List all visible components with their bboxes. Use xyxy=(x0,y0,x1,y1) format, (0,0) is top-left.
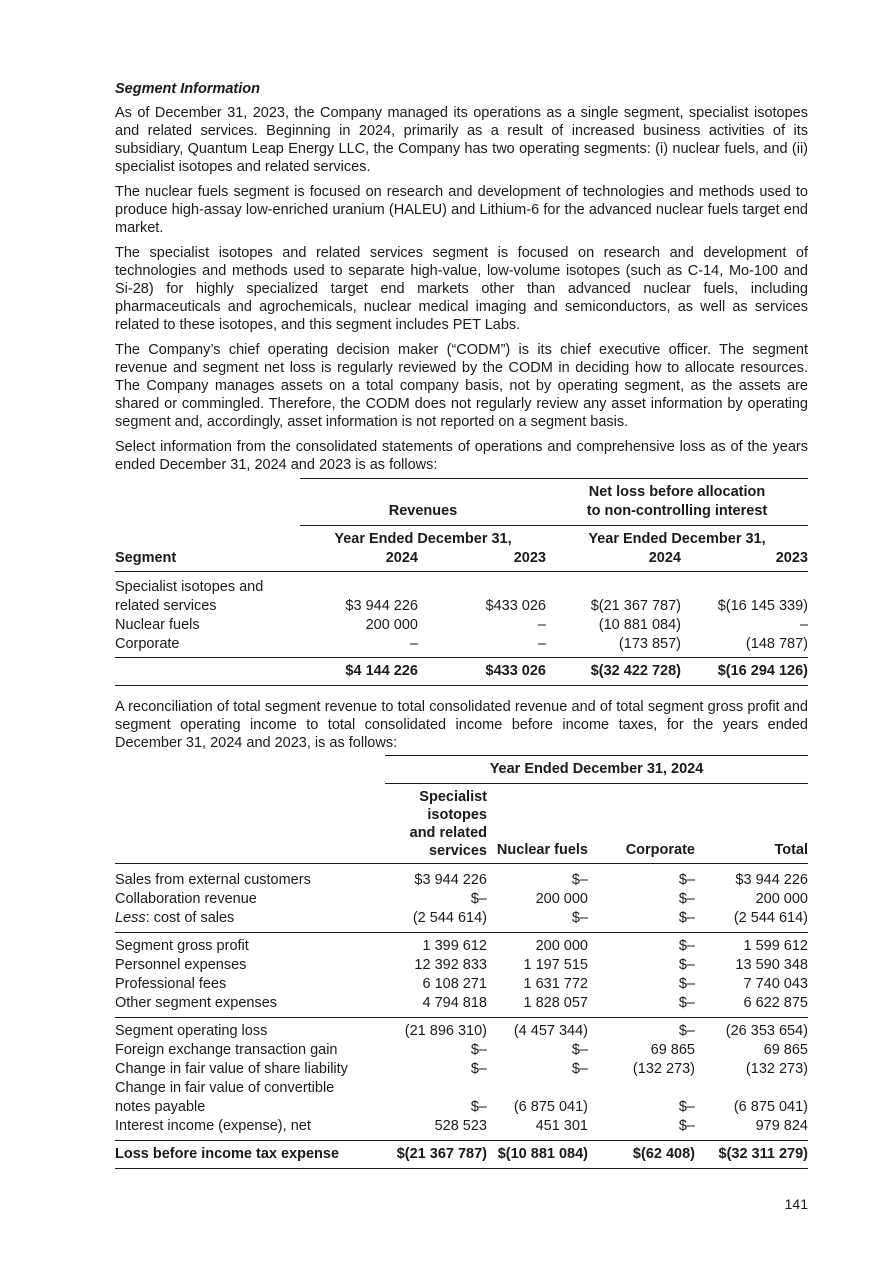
table-row: notes payable $– (6 875 041) $– (6 875 041) xyxy=(115,1099,808,1115)
paragraph-5: Select information from the consolidated statements of operations and comprehensive loss as of the years ended December 31, 2024 and 2023 is as follows: xyxy=(115,439,808,473)
page-number: 141 xyxy=(784,1196,808,1212)
paragraph-3: The specialist isotopes and related services segment is focused on research and development of technologies and methods used to separate high-value, low-volume isotopes (such as C-14, Mo-100 and Si-28) for highly specialized target end markets other than advanced nuclear fuels, including pharmaceuticals and agrochemicals, nuclear medical imaging and semiconductors, as well as services related to these isotopes, and this segment includes PET Labs. xyxy=(115,245,808,333)
table-row: Corporate – – (173 857) (148 787) xyxy=(115,636,808,652)
table-row: Personnel expenses 12 392 833 1 197 515 $– 13 590 348 xyxy=(115,957,808,973)
table-row: Foreign exchange transaction gain $– $– 69 865 69 865 xyxy=(115,1042,808,1058)
netloss-header-l1: Net loss before allocation xyxy=(588,484,766,500)
table-row: Specialist isotopes and xyxy=(115,579,264,595)
reconciliation-table xyxy=(115,755,808,1169)
total-row: $4 144 226 $433 026 $(32 422 728) $(16 294 126) xyxy=(115,658,808,686)
table-row: Other segment expenses 4 794 818 1 828 057 $– 6 622 875 xyxy=(115,995,808,1011)
year-ended-2024-header: Year Ended December 31, 2024 xyxy=(385,756,808,784)
paragraph-4: The Company’s chief operating decision maker (“CODM”) is its chief executive officer. The segment revenue and segment net loss is regularly reviewed by the CODM in deciding how to allocate resources. The Company manages assets on a total company basis, not by operating segment, as the assets are shared or commingled. Therefore, the CODM does not regularly review any asset information by operating segment and, accordingly, asset information is not reported on a segment basis. xyxy=(115,342,808,430)
table-row: Segment gross profit 1 399 612 200 000 $– 1 599 612 xyxy=(115,933,808,957)
col-total-header: Total xyxy=(699,788,808,864)
year-ended-netloss: Year Ended December 31, xyxy=(588,531,766,547)
document-page xyxy=(115,80,808,1169)
col-specialist-header: Specialist isotopes and related services xyxy=(385,788,487,864)
table-row: Less: cost of sales (2 544 614) $– $– (2 544 614) xyxy=(115,910,808,926)
table-row: Collaboration revenue $– 200 000 $– 200 000 xyxy=(115,891,808,907)
section-heading: Segment Information xyxy=(115,81,261,97)
reconciliation-paragraph: A reconciliation of total segment revenue to total consolidated revenue and of total segment gross profit and segment operating income to total consolidated income before income taxes, for the years ended December 31, 2024 and 2023, is as follows: xyxy=(115,699,808,751)
rev-2023-header: 2023 xyxy=(418,549,546,572)
nl-2023-header: 2023 xyxy=(681,549,808,572)
segment-table xyxy=(115,478,808,686)
table-row: Nuclear fuels 200 000 – (10 881 084) – xyxy=(115,617,808,633)
nl-2024-header: 2024 xyxy=(546,549,681,572)
col-nuclear-header: Nuclear fuels xyxy=(487,788,588,864)
revenues-header: Revenues xyxy=(388,503,458,519)
table-row: Interest income (expense), net 528 523 451 301 $– 979 824 xyxy=(115,1118,808,1134)
table-row: related services $3 944 226 $433 026 $(21 367 787) $(16 145 339) xyxy=(115,598,808,614)
netloss-header-l2: to non-controlling interest xyxy=(586,503,768,519)
rev-2024-header: 2024 xyxy=(300,549,418,572)
table-row: Sales from external customers $3 944 226 $– $– $3 944 226 xyxy=(115,872,808,888)
paragraph-2: The nuclear fuels segment is focused on research and development of technologies and methods used to produce high-assay low-enriched uranium (HALEU) and Lithium-6 for the advanced nuclear fuels target end market. xyxy=(115,184,808,236)
table-row: Change in fair value of share liability $– $– (132 273) (132 273) xyxy=(115,1061,808,1077)
paragraph-1: As of December 31, 2023, the Company managed its operations as a single segment, specialist isotopes and related services. Beginning in 2024, primarily as a result of increased business activities of its subsidiary, Quantum Leap Energy LLC, the Company has two operating segments: (i) nuclear fuels, and (ii) specialist isotopes and related services. xyxy=(115,105,808,175)
year-ended-revenues: Year Ended December 31, xyxy=(334,531,512,547)
segment-col-header: Segment xyxy=(115,549,300,572)
table-row: Segment operating loss (21 896 310) (4 457 344) $– (26 353 654) xyxy=(115,1018,808,1042)
col-corporate-header: Corporate xyxy=(588,788,699,864)
table-row: Change in fair value of convertible xyxy=(115,1080,335,1096)
table-row: Professional fees 6 108 271 1 631 772 $– 7 740 043 xyxy=(115,976,808,992)
total-row: Loss before income tax expense $(21 367 787) $(10 881 084) $(62 408) $(32 311 279) xyxy=(115,1141,808,1169)
